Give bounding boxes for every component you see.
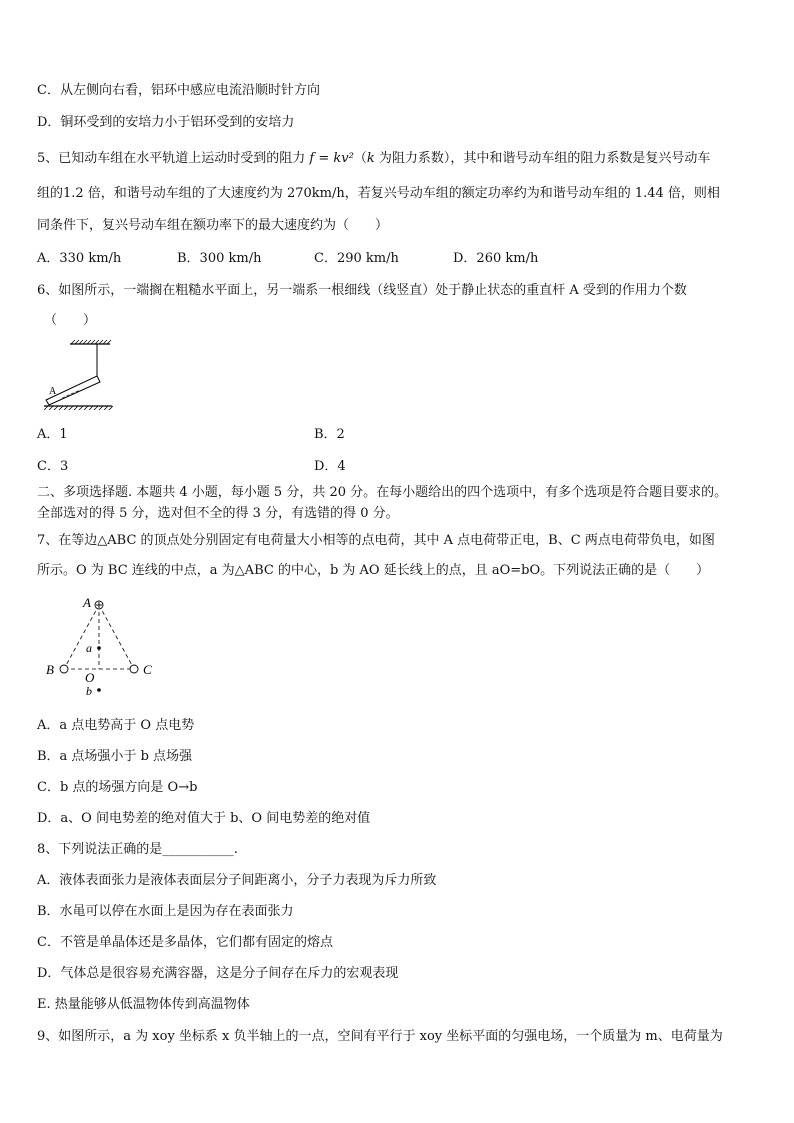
q8-option-e: E. 热量能够从低温物体传到高温物体: [37, 997, 250, 1012]
rod-label: A: [49, 386, 57, 397]
q7-option-a: A．a 点电势高于 O 点电势: [37, 718, 195, 733]
q4-option-d: D．铜环受到的安培力小于铝环受到的安培力: [37, 115, 295, 130]
point-b: [97, 688, 101, 692]
q4-option-c: C．从左侧向右看，铝环中感应电流沿顺时针方向: [37, 83, 320, 98]
section2-header-line2: 全部选对的得 5 分，选对但不全的得 3 分，有选错的得 0 分。: [37, 506, 399, 521]
charge-b-negative: [60, 665, 68, 673]
q5-stem-line3: 同条件下，复兴号动车组在额功率下的最大速度约为（ ）: [37, 218, 389, 233]
point-a: [97, 646, 101, 650]
q8-option-a: A．液体表面张力是液体表面层分子间距离小，分子力表现为斥力所致: [37, 873, 437, 888]
q5-k-symbol: k: [366, 151, 375, 166]
q6-stem-line2: （ ）: [44, 313, 97, 328]
q7-stem-line1: 7、在等边△ABC 的顶点处分别固定有电荷量大小相等的点电荷，其中 A 点电荷带正电，B、C 两点电荷带负电，如图: [37, 533, 715, 548]
label-c-vertex: C: [143, 662, 152, 677]
side-ac: [99, 605, 134, 669]
section2-header-line1: 二、多项选择题. 本题共 4 小题，每小题 5 分，共 20 分。在每小题给出的四个选项中，有多个选项是符合题目要求的。: [37, 485, 728, 500]
label-a-point: a: [86, 641, 92, 655]
q7-option-c: C．b 点的场强方向是 O→b: [37, 780, 198, 795]
ground-hatch: [44, 406, 113, 410]
q5-option-b: B．300 km/h: [177, 251, 262, 266]
q5-stem-text-a: 5、已知动车组在水平轨道上运动时受到的阻力: [37, 151, 306, 166]
q6-option-b: B．2: [314, 427, 345, 442]
q6-option-c: C．3: [37, 459, 69, 474]
q6-rod-figure: [40, 338, 120, 410]
q6-option-d: D．4: [314, 459, 346, 474]
label-b-point: b: [86, 684, 92, 698]
q7-triangle-figure: [40, 592, 165, 702]
ceiling-hatch: [71, 340, 111, 344]
q5-stem-text-c: 为阻力系数），其中和谐号动车组的阻力系数是复兴号动车: [378, 151, 711, 166]
label-o: O: [85, 670, 95, 685]
charge-c-negative: [130, 665, 138, 673]
q7-option-d: D．a、O 间电势差的绝对值大于 b、O 间电势差的绝对值: [37, 811, 371, 826]
q8-stem: 8、下列说法正确的是___________.: [37, 842, 238, 857]
label-a-vertex: A: [83, 595, 91, 610]
q5-formula: f = kv²: [309, 151, 354, 166]
q5-option-c: C．290 km/h: [314, 251, 399, 266]
q9-stem-line1: 9、如图所示，a 为 xoy 坐标系 x 负半轴上的一点，空间有平行于 xoy 坐标平面的匀强电场，一个质量为 m、电荷量为: [37, 1029, 723, 1044]
q5-option-a: A．330 km/h: [37, 251, 122, 266]
q5-stem-line2: 组的1.2 倍，和谐号动车组的了大速度约为 270km/h，若复兴号动车组的额定功率约为和谐号动车组的 1.44 倍，则相: [37, 186, 720, 201]
q7-option-b: B．a 点场强小于 b 点场强: [37, 749, 193, 764]
q6-stem-line1: 6、如图所示，一端搁在粗糙水平面上，另一端系一根细线（线竖直）处于静止状态的重直杆 A 受到的作用力个数: [37, 283, 687, 298]
q8-option-d: D．气体总是很容易充满容器，这是分子间存在斥力的宏观表现: [37, 966, 399, 981]
q7-stem-line2: 所示。O 为 BC 连线的中点，a 为△ABC 的中心，b 为 AO 延长线上的点，且 aO=bO。下列说法正确的是（ ）: [37, 563, 710, 578]
q5-paren: （: [353, 151, 367, 166]
q5-stem-line1: [37, 150, 710, 168]
q5-option-d: D．260 km/h: [453, 251, 539, 266]
label-b-vertex: B: [46, 662, 54, 677]
q8-option-c: C．不管是单晶体还是多晶体，它们都有固定的熔点: [37, 935, 333, 950]
q6-option-a: A．1: [37, 427, 68, 442]
q8-option-b: B．水黾可以停在水面上是因为存在表面张力: [37, 904, 294, 919]
side-ab: [64, 605, 99, 669]
